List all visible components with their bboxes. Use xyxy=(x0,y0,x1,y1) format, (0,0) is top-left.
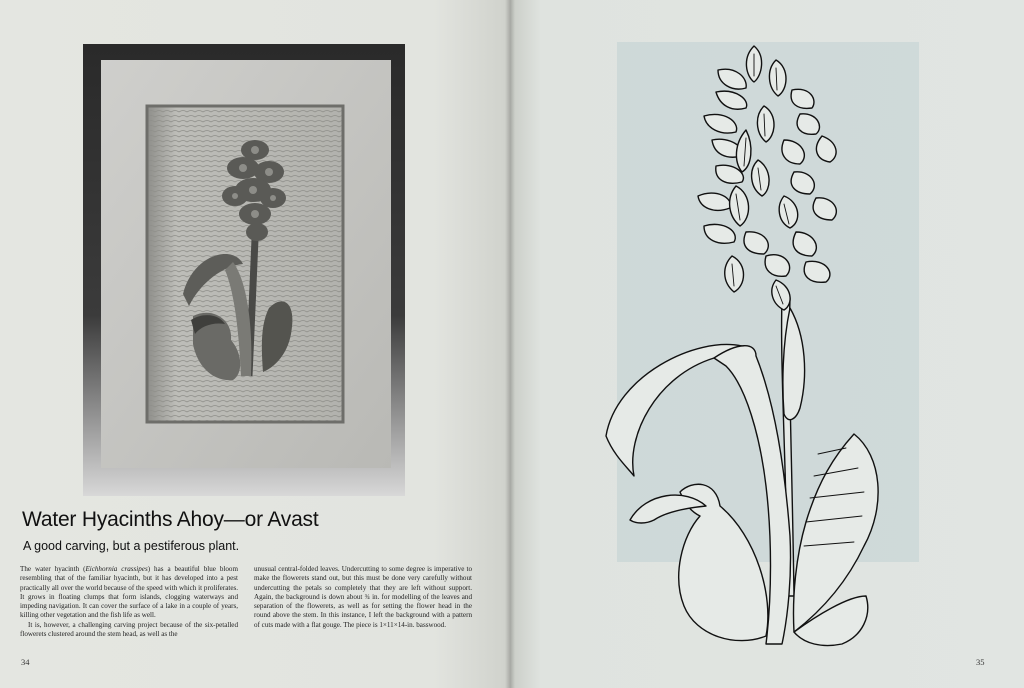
body-text: ) has a beautiful blue bloom resembling that of the familiar hyacinth, but it has developed into a pest practically all over the world because of the speed with which it proliferates. It grows in floating clumps that form islands, clogging waterways and impeding navigation. It can cover the surface of a lake in a couple of years, killing other vegetation and the fish life as well. xyxy=(20,565,239,620)
scientific-name: Eichhornia crassipes xyxy=(85,565,148,573)
carving-photo xyxy=(83,44,405,496)
body-column-2 xyxy=(254,565,472,630)
page-number-right: 35 xyxy=(976,657,985,667)
body-paragraph: It is, however, a challenging carving project because of the six-petalled flowerets clustered around the stem head, as well as the xyxy=(20,620,238,639)
hyacinth-pattern-drawing xyxy=(596,36,896,651)
body-text: The water hyacinth ( xyxy=(20,565,86,573)
left-page xyxy=(0,0,510,688)
article-subtitle: A good carving, but a pestiferous plant. xyxy=(23,539,240,553)
body-column-1 xyxy=(20,565,238,639)
article-title: Water Hyacinths Ahoy—or Avast xyxy=(22,508,319,531)
book-gutter xyxy=(505,0,515,688)
carving-photo-image xyxy=(83,44,405,496)
page-number-left: 34 xyxy=(21,657,30,667)
body-paragraph xyxy=(20,565,238,621)
body-paragraph: unusual central-folded leaves. Undercutting to some degree is imperative to make the flowerets stand out, but this must be done very carefully without undercutting the petals so completely that they are left without support. Again, the background is down about ¾ in. for modelling of the leaves and separation of the flowerets, as well as for setting the flower head in the round above the stem. In this instance, I left the background with a pattern of cuts made with a flat gouge. The piece is 1×11×14-in. basswood. xyxy=(254,565,472,629)
